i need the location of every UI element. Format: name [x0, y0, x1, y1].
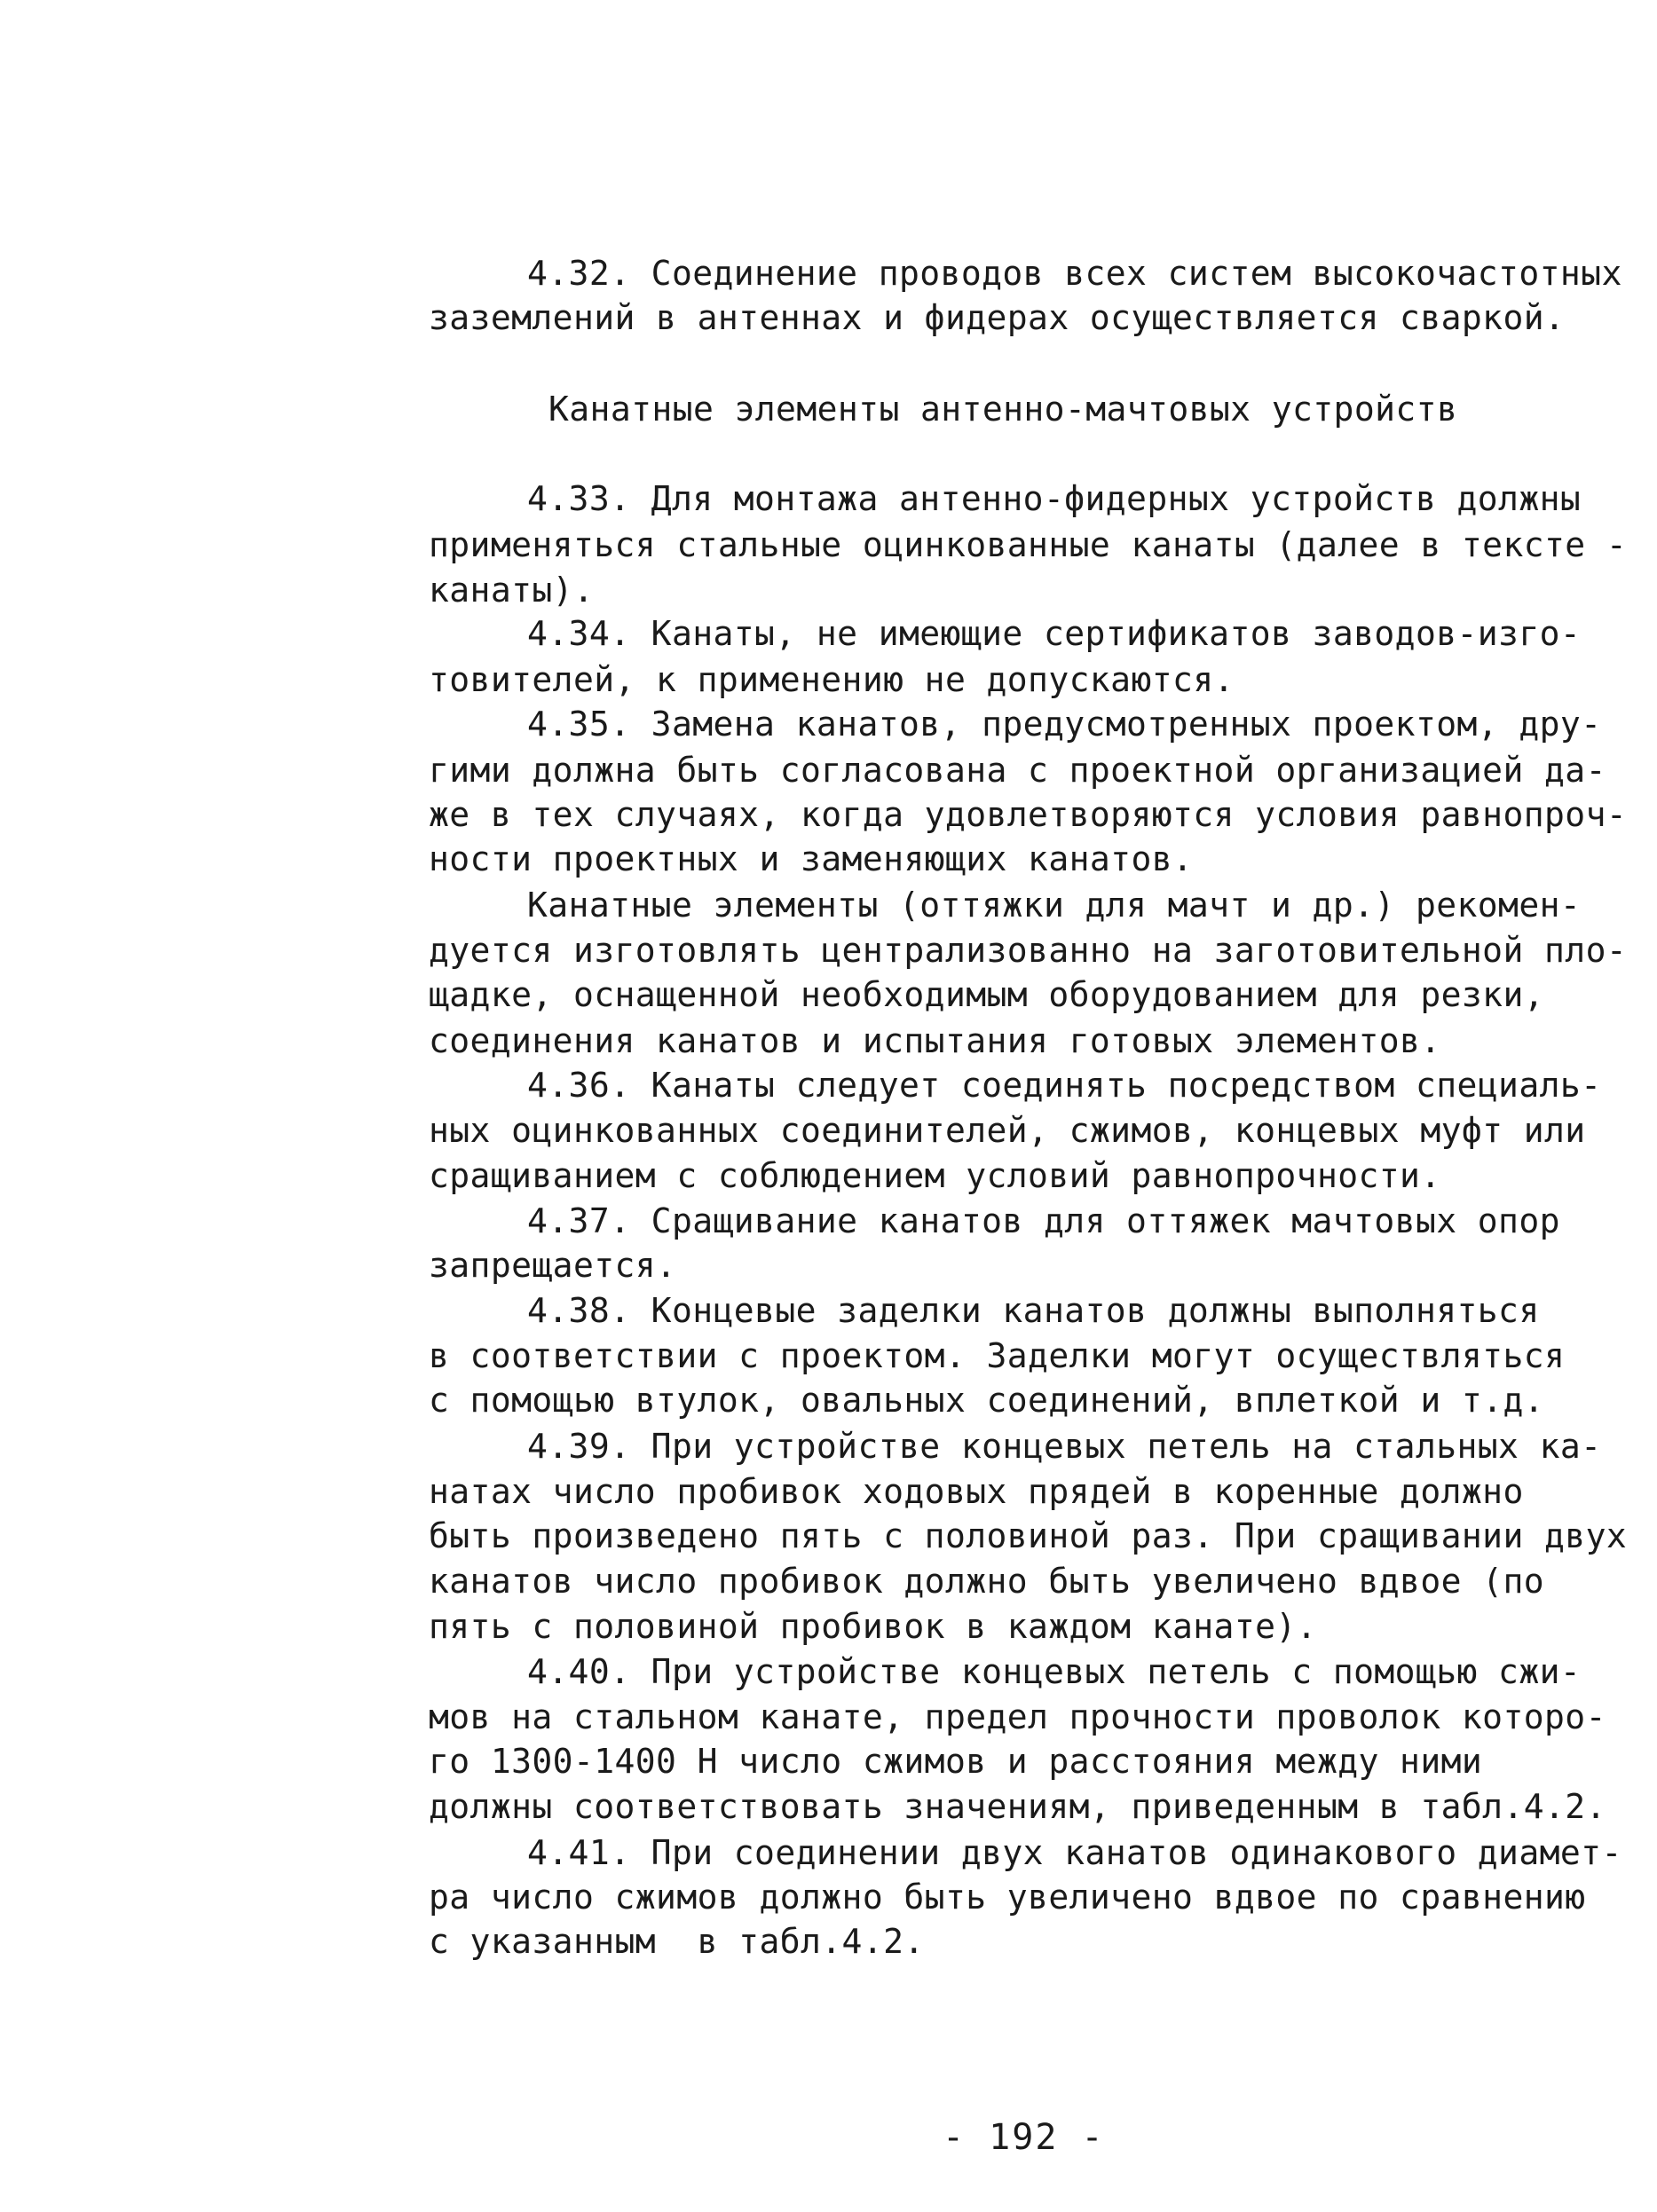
text-line: ра число сжимов должно быть увеличено вдвое по сравнению [429, 1877, 1586, 1917]
text-line: 4.41. При соединении двух канатов одинакового диамет- [527, 1833, 1622, 1872]
text-line: же в тех случаях, когда удовлетворяются условия равнопроч- [429, 795, 1628, 834]
text-line: гими должна быть согласована с проектной организацией да- [429, 751, 1606, 790]
text-line: 4.38. Концевые заделки канатов должны выполняться [527, 1291, 1540, 1330]
text-line: мов на стальном канате, предел прочности проволок которо- [429, 1697, 1606, 1736]
text-line: 4.35. Замена канатов, предусмотренных проектом, дру- [527, 705, 1602, 744]
text-line: быть произведено пять с половиной раз. При сращивании двух [429, 1516, 1628, 1555]
text-line: ности проектных и заменяющих канатов. [429, 839, 1194, 878]
text-line: щадке, оснащенной необходимым оборудованием для резки, [429, 975, 1545, 1014]
page-number: - 192 - [943, 2117, 1105, 2158]
text-line: применяться стальные оцинкованные канаты (далее в тексте - [429, 525, 1628, 564]
text-line: 4.34. Канаты, не имеющие сертификатов заводов-изго- [527, 614, 1582, 653]
text-line: 4.39. При устройстве концевых петель на стальных ка- [527, 1427, 1602, 1466]
text-line: го 1300-1400 Н число сжимов и расстояния между ними [429, 1742, 1483, 1781]
text-line: Канатные элементы (оттяжки для мачт и др.) рекомен- [527, 886, 1582, 925]
text-line: запрещается. [429, 1246, 677, 1285]
text-line: должны соответствовать значениям, приведенным в табл.4.2. [429, 1787, 1606, 1826]
text-line: 4.32. Соединение проводов всех систем высокочастотных [527, 254, 1622, 293]
text-line: дуется изготовлять централизованно на заготовительной пло- [429, 931, 1628, 970]
text-line: ных оцинкованных соединителей, сжимов, концевых муфт или [429, 1111, 1586, 1150]
text-line: соединения канатов и испытания готовых элементов. [429, 1021, 1441, 1060]
text-line: заземлений в антеннах и фидерах осуществляется сваркой. [429, 298, 1566, 337]
text-line: товителей, к применению не допускаются. [429, 660, 1235, 699]
text-line: натах число пробивок ходовых прядей в коренные должно [429, 1472, 1524, 1511]
text-line: 4.37. Сращивание канатов для оттяжек мачтовых опор [527, 1201, 1560, 1240]
text-line: пять с половиной пробивок в каждом канате). [429, 1607, 1317, 1646]
text-line: в соответствии с проектом. Заделки могут осуществляться [429, 1336, 1566, 1375]
text-line: 4.36. Канаты следует соединять посредством специаль- [527, 1066, 1602, 1105]
text-line: сращиванием с соблюдением условий равнопрочности. [429, 1156, 1441, 1195]
section-heading: Канатные элементы антенно-мачтовых устройств [548, 390, 1458, 429]
text-line: канаты). [429, 571, 595, 610]
text-line: канатов число пробивок должно быть увеличено вдвое (по [429, 1562, 1545, 1601]
text-line: с указанным в табл.4.2. [429, 1922, 925, 1961]
text-line: 4.40. При устройстве концевых петель с помощью сжи- [527, 1652, 1582, 1691]
text-line: с помощью втулок, овальных соединений, вплеткой и т.д. [429, 1381, 1545, 1420]
text-line: 4.33. Для монтажа антенно-фидерных устройств должны [527, 479, 1582, 518]
